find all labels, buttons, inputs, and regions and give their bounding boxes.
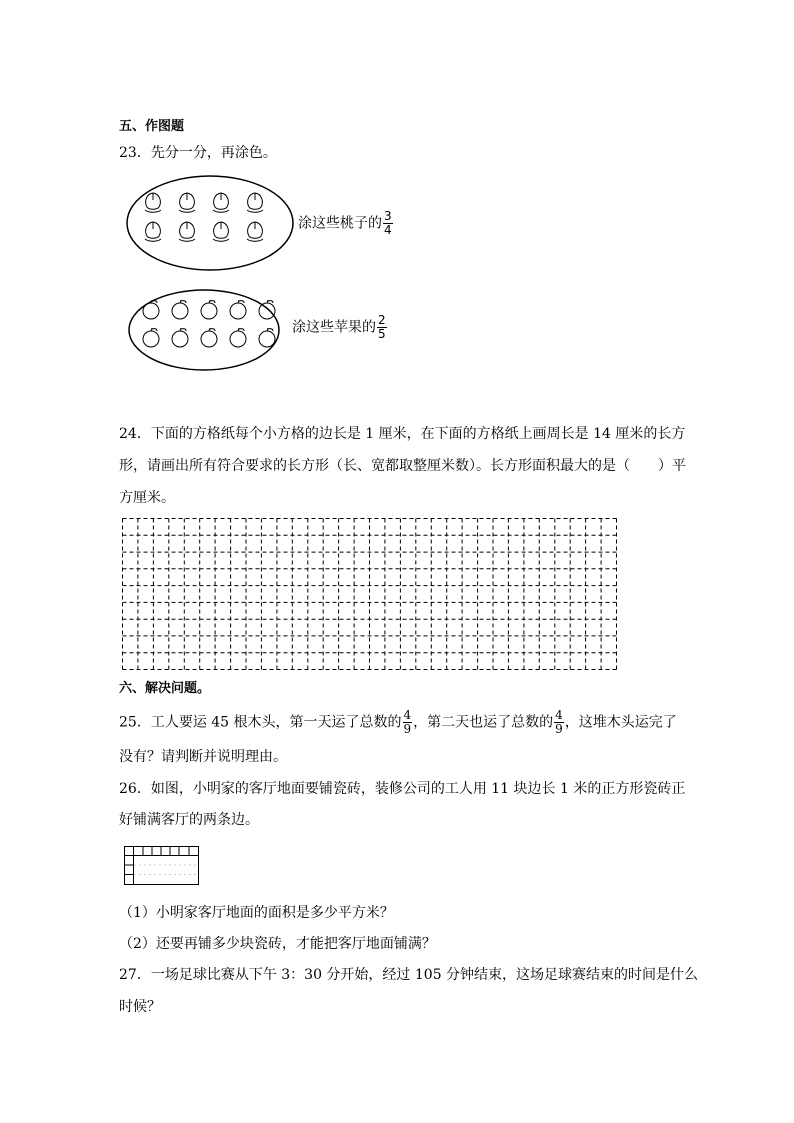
question-25-part3: ，这堆木头运完了: [564, 714, 677, 731]
question-26-sub1: （1）小明家客厅地面的面积是多少平方米？: [119, 905, 394, 921]
question-24-line2: 形，请画出所有符合要求的长方形（长、宽都取整厘米数）。长方形面积最大的是（ ）平: [119, 458, 686, 474]
apple-fraction: [377, 314, 387, 341]
peach-icon: [145, 193, 263, 241]
fraction-numerator: 2: [378, 313, 386, 327]
fraction-denominator: 9: [403, 722, 412, 736]
fraction-4-9-first: [403, 709, 413, 736]
living-room-tile-figure: [124, 846, 200, 886]
apple-instruction: [292, 314, 388, 341]
question-23-text: 23．先分一分，再涂色。: [119, 145, 277, 161]
fraction-denominator: 4: [384, 223, 392, 237]
fraction-numerator: 4: [555, 708, 563, 722]
grid-paper[interactable]: [122, 518, 617, 670]
question-25-part2: ，第二天也运了总数的: [413, 714, 554, 731]
fraction-numerator: 3: [384, 209, 392, 223]
question-24-line1: 24．下面的方格纸每个小方格的边长是 1 厘米，在下面的方格纸上画周长是 14 厘米的长方: [119, 426, 686, 442]
question-25-line1: [119, 709, 677, 736]
peach-instruction: [298, 210, 394, 237]
peach-figure: [125, 175, 295, 275]
question-26-sub2: （2）还要再铺多少块瓷砖，才能把客厅地面铺满？: [119, 936, 436, 952]
fraction-4-9-second: [554, 709, 564, 736]
fraction-numerator: 4: [403, 708, 412, 722]
question-26-line2: 好铺满客厅的两条边。: [119, 812, 259, 828]
question-25-line2: 没有？请判断并说明理由。: [119, 749, 287, 765]
question-27-line1: 27．一场足球比赛从下午 3：30 分开始，经过 105 分钟结束，这场足球赛结束的时间是什么: [119, 967, 699, 983]
apple-label: 涂这些苹果的: [292, 319, 376, 336]
section-title-drawing: 五、作图题: [119, 119, 185, 134]
apple-figure: [127, 288, 282, 373]
fraction-denominator: 9: [555, 722, 563, 736]
peach-fraction: [383, 210, 393, 237]
apple-icon: [143, 300, 275, 347]
fraction-denominator: 5: [378, 327, 386, 341]
question-26-line1: 26．如图，小明家的客厅地面要铺瓷砖，装修公司的工人用 11 块边长 1 米的正方形瓷砖正: [119, 781, 686, 797]
question-27-line2: 时候？: [119, 999, 161, 1015]
peach-label: 涂这些桃子的: [298, 215, 382, 232]
question-24-line3: 方厘米。: [119, 490, 175, 506]
section-title-problems: 六、解决问题。: [119, 681, 211, 696]
question-25-part1: 25．工人要运 45 根木头，第一天运了总数的: [119, 714, 402, 731]
